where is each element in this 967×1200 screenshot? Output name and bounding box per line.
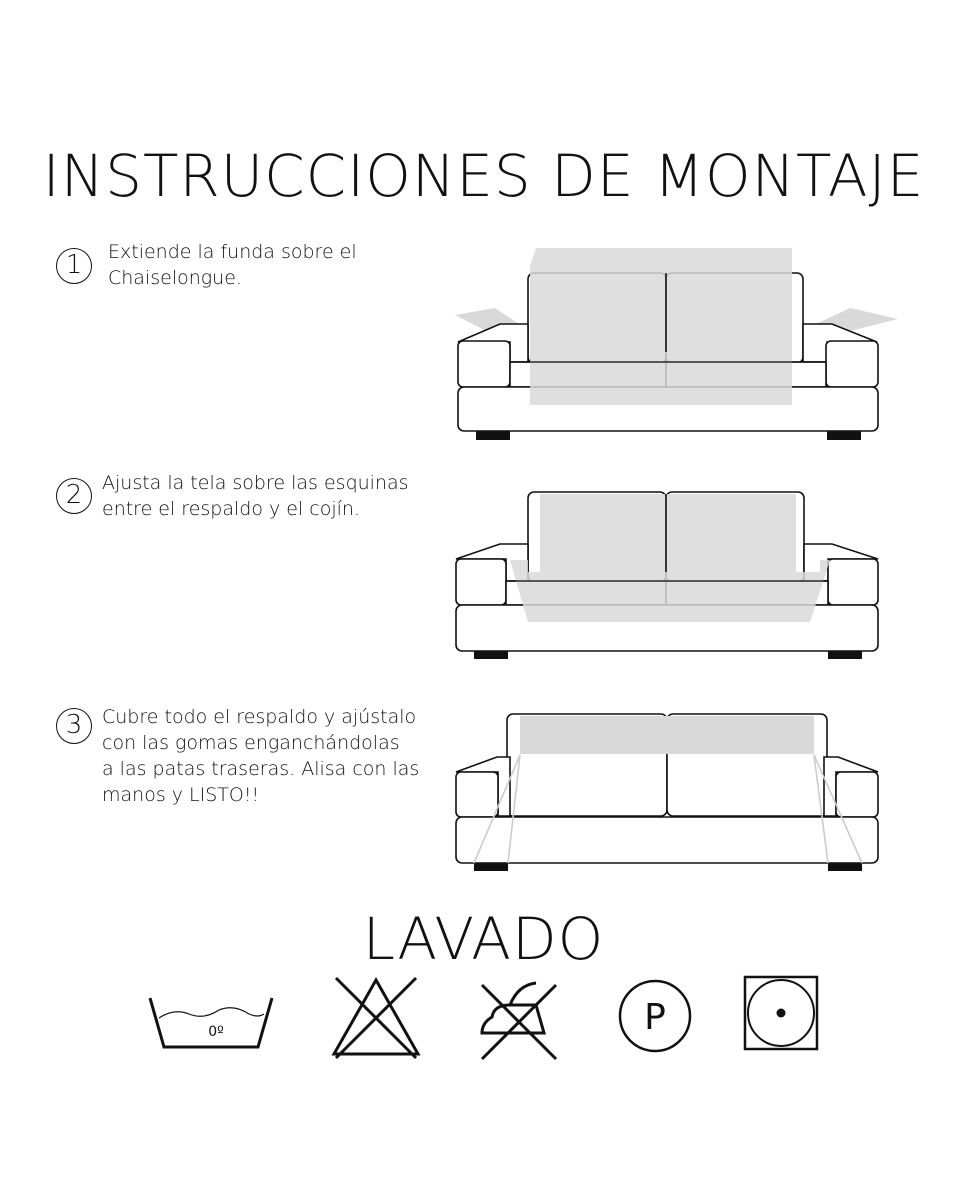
step-3-line-3: a las patas traseras. Alisa con las: [102, 758, 420, 780]
arm-right: [828, 559, 878, 605]
no-bleach-icon: [326, 972, 426, 1062]
tumble-dry-icon: [742, 974, 820, 1052]
step-1-text: [108, 239, 357, 291]
foot-right: [828, 651, 862, 659]
step-2-number: 2: [56, 478, 92, 514]
dry-clean-p-icon: [615, 976, 695, 1056]
arm-right: [836, 772, 878, 817]
foot-right: [827, 431, 861, 440]
page-title: INSTRUCCIONES DE MONTAJE: [42, 142, 925, 210]
sofa-step-2-illustration: [440, 480, 910, 670]
foot-left: [474, 863, 508, 871]
cover-back-right: [667, 716, 814, 754]
step-1-line-1: Extiende la funda sobre el: [108, 241, 357, 263]
step-2-text: [102, 470, 409, 522]
arm-left: [456, 559, 506, 605]
step-3-number: 3: [56, 708, 92, 744]
cover-back-left: [520, 716, 667, 754]
dry-clean-letter: P: [644, 997, 666, 1038]
sofa-step-1-illustration: [440, 240, 910, 445]
step-1-line-2: Chaiselongue.: [108, 267, 242, 289]
sofa-cover: [510, 494, 830, 622]
sofa-base: [456, 817, 878, 863]
foot-left: [476, 431, 510, 440]
sofa-step-3-illustration: [440, 705, 910, 880]
step-3-line-2: con las gomas enganchándolas: [102, 732, 400, 754]
wash-basin-icon: [146, 992, 276, 1052]
sofa-cover: [530, 248, 792, 405]
foot-right: [828, 863, 862, 871]
step-2-line-1: Ajusta la tela sobre las esquinas: [102, 472, 409, 494]
step-1-number: 1: [56, 248, 92, 284]
arm-left: [458, 341, 510, 387]
foot-left: [474, 651, 508, 659]
arm-left: [456, 772, 498, 817]
washing-title: LAVADO: [362, 905, 605, 973]
step-3-line-1: Cubre todo el respaldo y ajústalo: [102, 706, 417, 728]
step-3-line-4: manos y LISTO!!: [102, 784, 260, 806]
no-iron-icon: [474, 975, 564, 1065]
wash-temperature-label: 0º: [208, 1024, 224, 1040]
arm-right: [826, 341, 878, 387]
step-2-line-2: entre el respaldo y el cojín.: [102, 498, 361, 520]
step-3-text: [102, 704, 419, 808]
